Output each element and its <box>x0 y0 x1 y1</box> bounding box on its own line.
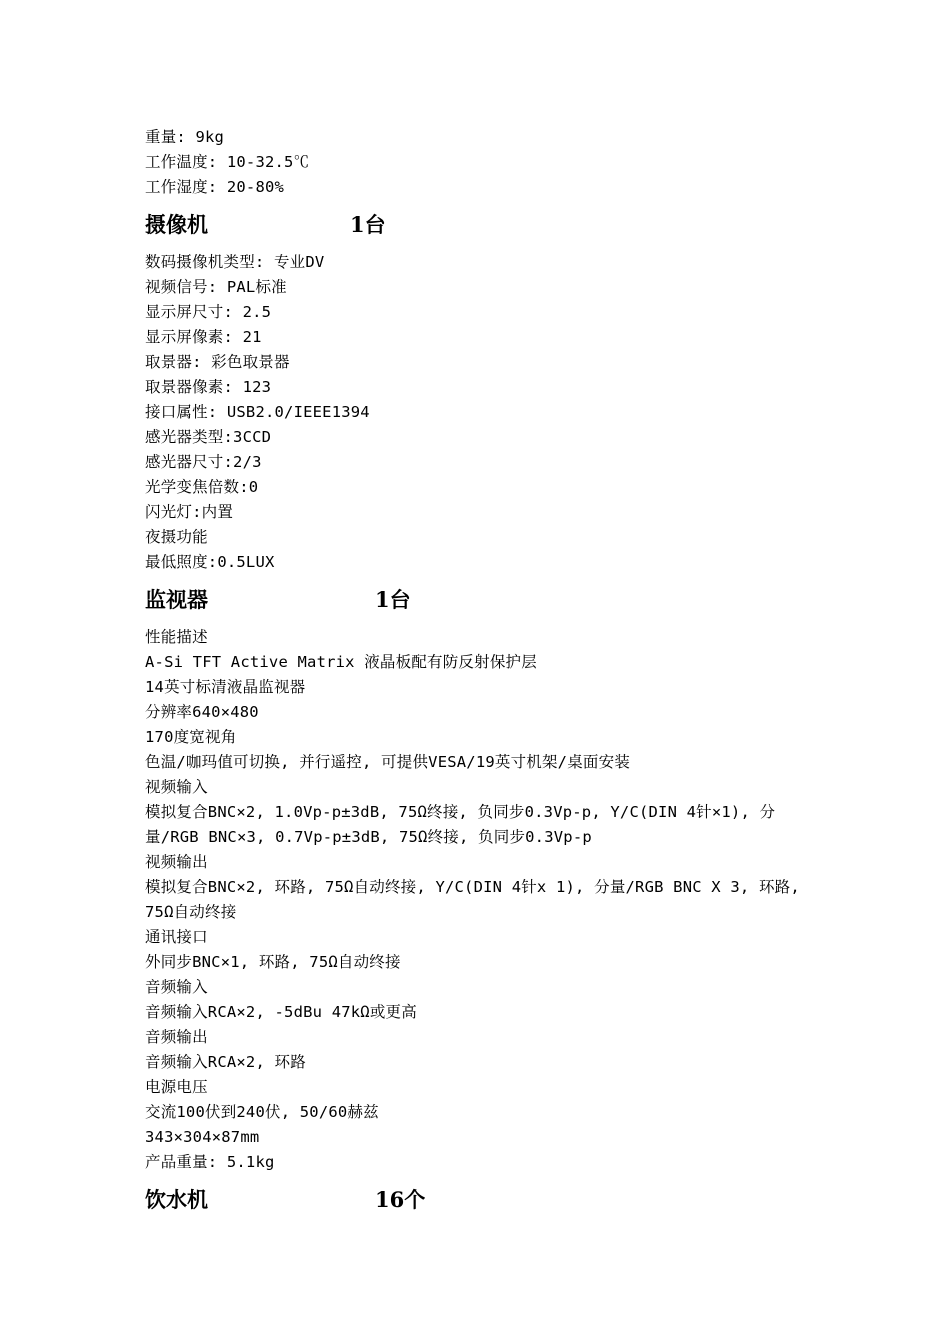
spec-line: 显示屏尺寸: 2.5 <box>145 303 272 321</box>
spec-line: 交流100伏到240伏, 50/60赫兹 <box>145 1103 379 1121</box>
spec-line: 模拟复合BNC×2, 环路, 75Ω自动终接, Y/C(DIN 4针x 1), 分量/RGB BNC X 3, 环路, 75Ω自动终接 <box>145 878 800 921</box>
spec-line: 外同步BNC×1, 环路, 75Ω自动终接 <box>145 953 401 971</box>
item-name: 饮水机 <box>145 1187 208 1212</box>
spec-line: 感光器尺寸:2/3 <box>145 453 262 471</box>
spec-line: 最低照度:0.5LUX <box>145 553 275 571</box>
item-quantity: 1台 <box>350 212 386 237</box>
spec-line: 工作湿度: 20-80% <box>145 178 285 196</box>
document-page <box>145 125 825 1225</box>
section-heading <box>145 575 825 625</box>
spec-line: 视频信号: PAL标准 <box>145 278 287 296</box>
spec-line: 取景器: 彩色取景器 <box>145 353 290 371</box>
spec-line: 分辨率640×480 <box>145 703 259 721</box>
spec-line: 数码摄像机类型: 专业DV <box>145 253 325 271</box>
spec-line: 音频输入 <box>145 978 208 996</box>
spec-line: 通讯接口 <box>145 928 208 946</box>
intro-specs <box>145 125 825 200</box>
section-monitor <box>145 575 825 1175</box>
spec-line: 音频输入RCA×2, -5dBu 47kΩ或更高 <box>145 1003 417 1021</box>
spec-line: 170度宽视角 <box>145 728 237 746</box>
spec-line: 闪光灯:内置 <box>145 503 234 521</box>
spec-line: 显示屏像素: 21 <box>145 328 262 346</box>
spec-line: 音频输出 <box>145 1028 208 1046</box>
spec-line: 感光器类型:3CCD <box>145 428 272 446</box>
section-camera <box>145 200 825 575</box>
spec-line: A-Si TFT Active Matrix 液晶板配有防反射保护层 <box>145 653 537 671</box>
section-heading <box>145 200 825 250</box>
spec-line: 视频输出 <box>145 853 208 871</box>
spec-line: 色温/咖玛值可切换, 并行遥控, 可提供VESA/19英寸机架/桌面安装 <box>145 753 631 771</box>
spec-line: 重量: 9kg <box>145 128 225 146</box>
spec-line: 音频输入RCA×2, 环路 <box>145 1053 306 1071</box>
section-heading <box>145 1175 825 1225</box>
spec-line: 电源电压 <box>145 1078 208 1096</box>
spec-line: 光学变焦倍数:0 <box>145 478 259 496</box>
item-name: 监视器 <box>145 587 208 612</box>
spec-line: 取景器像素: 123 <box>145 378 272 396</box>
spec-line: 工作温度: 10-32.5℃ <box>145 153 310 171</box>
spec-line: 夜摄功能 <box>145 528 208 546</box>
item-quantity: 1台 <box>375 587 411 612</box>
spec-line: 产品重量: 5.1kg <box>145 1153 275 1171</box>
spec-line: 14英寸标清液晶监视器 <box>145 678 306 696</box>
item-name: 摄像机 <box>145 212 208 237</box>
item-quantity: 16个 <box>375 1187 426 1212</box>
spec-line: 视频输入 <box>145 778 208 796</box>
spec-line: 343×304×87mm <box>145 1128 260 1146</box>
spec-line: 模拟复合BNC×2, 1.0Vp-p±3dB, 75Ω终接, 负同步0.3Vp-p, Y/C(DIN 4针×1), 分量/RGB BNC×3, 0.7Vp-p±3dB, 75Ω终接, 负同步0.3Vp-p <box>145 803 776 846</box>
spec-line: 性能描述 <box>145 628 208 646</box>
spec-line: 接口属性: USB2.0/IEEE1394 <box>145 403 370 421</box>
section-water-dispenser <box>145 1175 825 1225</box>
